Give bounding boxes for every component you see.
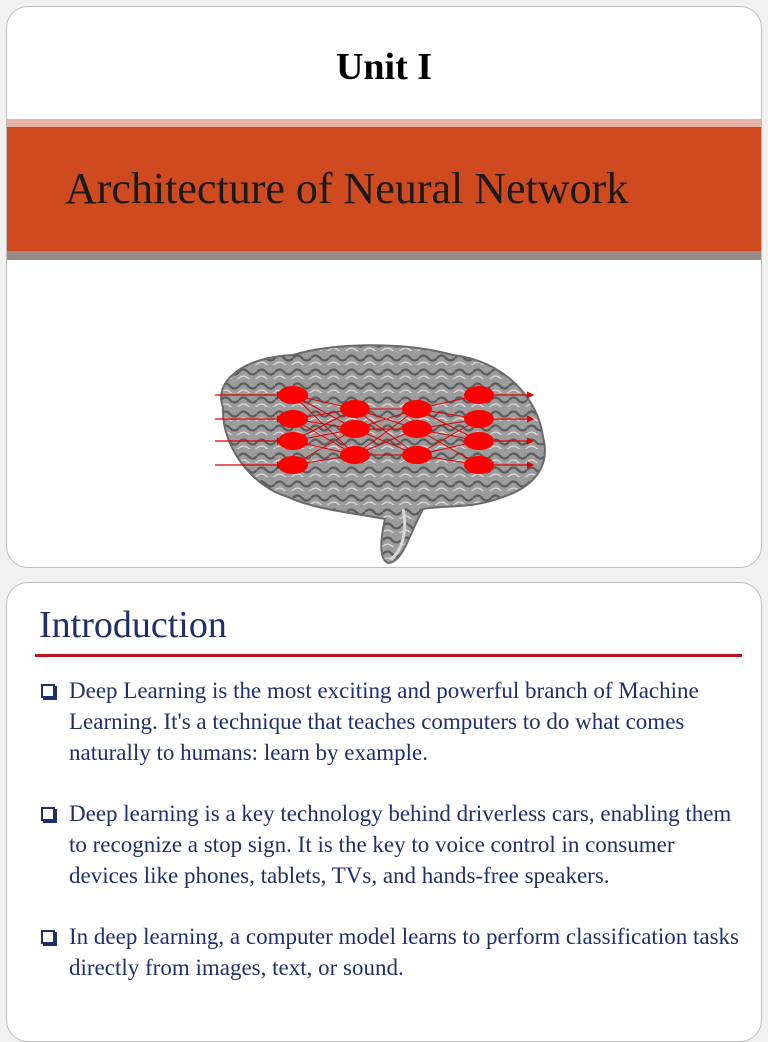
banner-bottom-stripe — [7, 251, 761, 260]
unit-title: Unit I — [335, 46, 433, 88]
bullet-text: Deep Learning is the most exciting and powerful branch of Machine Learning. It's a technique that teaches computers to do what comes naturally to humans: learn by example. — [69, 678, 699, 765]
bullet-list — [39, 675, 739, 1013]
checkbox-bullet-icon — [41, 807, 55, 821]
list-item — [39, 798, 739, 891]
list-item — [39, 675, 739, 768]
title-banner — [7, 127, 761, 251]
brain-shape — [221, 345, 545, 563]
introduction-slide — [6, 582, 762, 1042]
banner-top-stripe — [7, 119, 761, 127]
brain-neural-network-image — [203, 337, 563, 567]
bullet-text: In deep learning, a computer model learns to perform classification tasks directly from images, text, or sound. — [69, 924, 739, 980]
bullet-text: Deep learning is a key technology behind driverless cars, enabling them to recognize a stop sign. It is the key to voice control in consumer devices like phones, tablets, TVs, and hands-free speakers. — [69, 801, 732, 888]
heading-divider — [35, 654, 742, 657]
slide-heading: Introduction — [39, 604, 227, 646]
list-item — [39, 921, 739, 983]
title-slide — [6, 6, 762, 568]
banner-title: Architecture of Neural Network — [65, 164, 629, 213]
checkbox-bullet-icon — [41, 684, 55, 698]
checkbox-bullet-icon — [41, 930, 55, 944]
